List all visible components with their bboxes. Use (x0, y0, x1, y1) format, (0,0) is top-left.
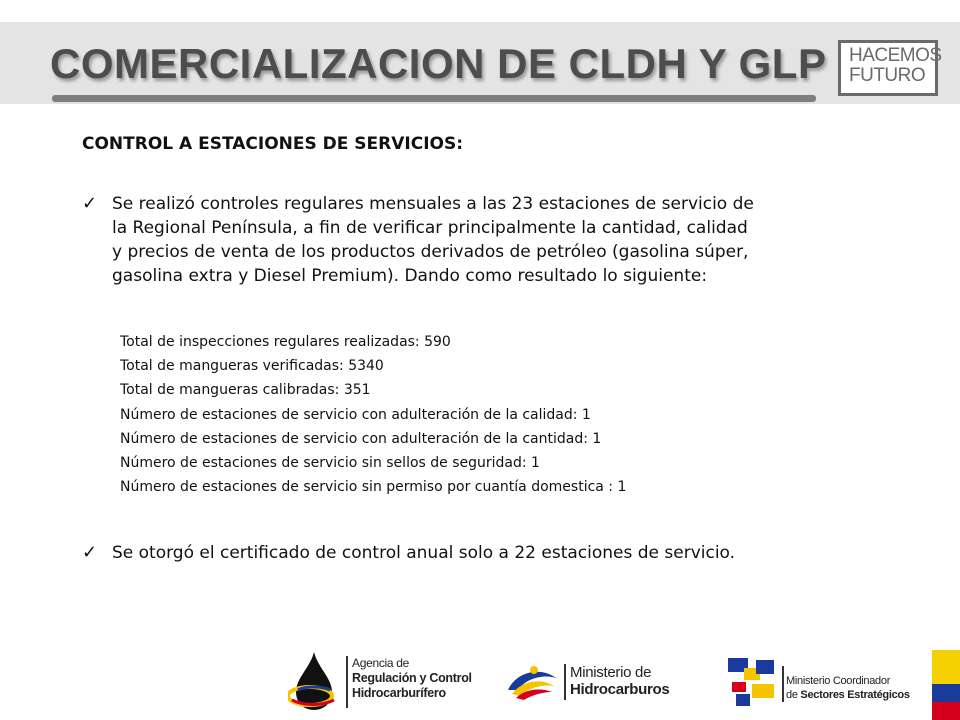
min-hidro-line-2: Hidrocarburos (570, 681, 670, 698)
stat-quality-adulteration: Número de estaciones de servicio con adulteración de la calidad: 1 (120, 406, 591, 423)
section-heading: CONTROL A ESTACIONES DE SERVICIOS: (82, 134, 464, 154)
ministerio-hidrocarburos-logo (504, 660, 694, 704)
page-title: COMERCIALIZACION DE CLDH Y GLP (50, 40, 827, 87)
arch-line-2: Regulación y Control (352, 671, 472, 685)
mcse-logo (726, 656, 916, 708)
oil-drop-icon (288, 650, 344, 712)
arch-line-3: Hidrocarburífero (352, 686, 446, 700)
min-hidro-line-1: Ministerio de (570, 664, 652, 681)
mcse-line-2-bold: Sectores Estratégicos (800, 689, 910, 701)
stats-list (120, 330, 626, 499)
flag-red (932, 702, 960, 720)
title-underline (52, 95, 816, 102)
checkmark-icon: ✓ (82, 542, 98, 563)
logo-line-1: HACEMOS (849, 45, 942, 66)
mcse-line-1: Ministerio Coordinador (786, 675, 891, 687)
hacemos-futuro-logo (838, 40, 942, 96)
logo-divider (346, 656, 348, 708)
bullet-paragraph-2 (112, 541, 735, 565)
mcse-line-2 (786, 688, 910, 702)
stat-hoses-verified: Total de mangueras verificadas: 5340 (120, 358, 384, 375)
bullet-1-line: Se realizó controles regulares mensuales a las 23 estaciones de servicio de (112, 194, 754, 214)
arch-logo (288, 650, 472, 712)
stat-hoses-calibrated: Total de mangueras calibradas: 351 (120, 382, 371, 399)
bullet-1-line: y precios de venta de los productos derivados de petróleo (gasolina súper, (112, 242, 749, 262)
mcse-emblem-icon (726, 656, 778, 708)
stat-quantity-adulteration: Número de estaciones de servicio con adulteración de la cantidad: 1 (120, 430, 602, 447)
stat-inspections: Total de inspecciones regulares realizadas: 590 (120, 334, 451, 350)
ecuador-flag-stripe (932, 650, 960, 720)
arch-line-1: Agencia de (352, 656, 410, 670)
bullet-1-line: la Regional Península, a fin de verificar principalmente la cantidad, calidad (112, 218, 748, 238)
flag-yellow (932, 650, 960, 684)
ministry-emblem-icon (504, 660, 560, 704)
bullet-1-line: gasolina extra y Diesel Premium). Dando como resultado lo siguiente: (112, 266, 708, 286)
logo-line-2: FUTURO (849, 65, 926, 86)
logo-divider (564, 664, 566, 700)
flag-blue (932, 684, 960, 702)
stat-no-security-seals: Número de estaciones de servicio sin sellos de seguridad: 1 (120, 455, 540, 472)
logo-divider (782, 666, 784, 702)
bullet-paragraph-1 (112, 192, 754, 288)
bullet-2-line: Se otorgó el certificado de control anual solo a 22 estaciones de servicio. (112, 543, 736, 563)
stat-no-permit: Número de estaciones de servicio sin permiso por cuantía domestica : 1 (120, 479, 627, 496)
checkmark-icon: ✓ (82, 193, 98, 214)
mcse-line-2-prefix: de (786, 689, 801, 701)
